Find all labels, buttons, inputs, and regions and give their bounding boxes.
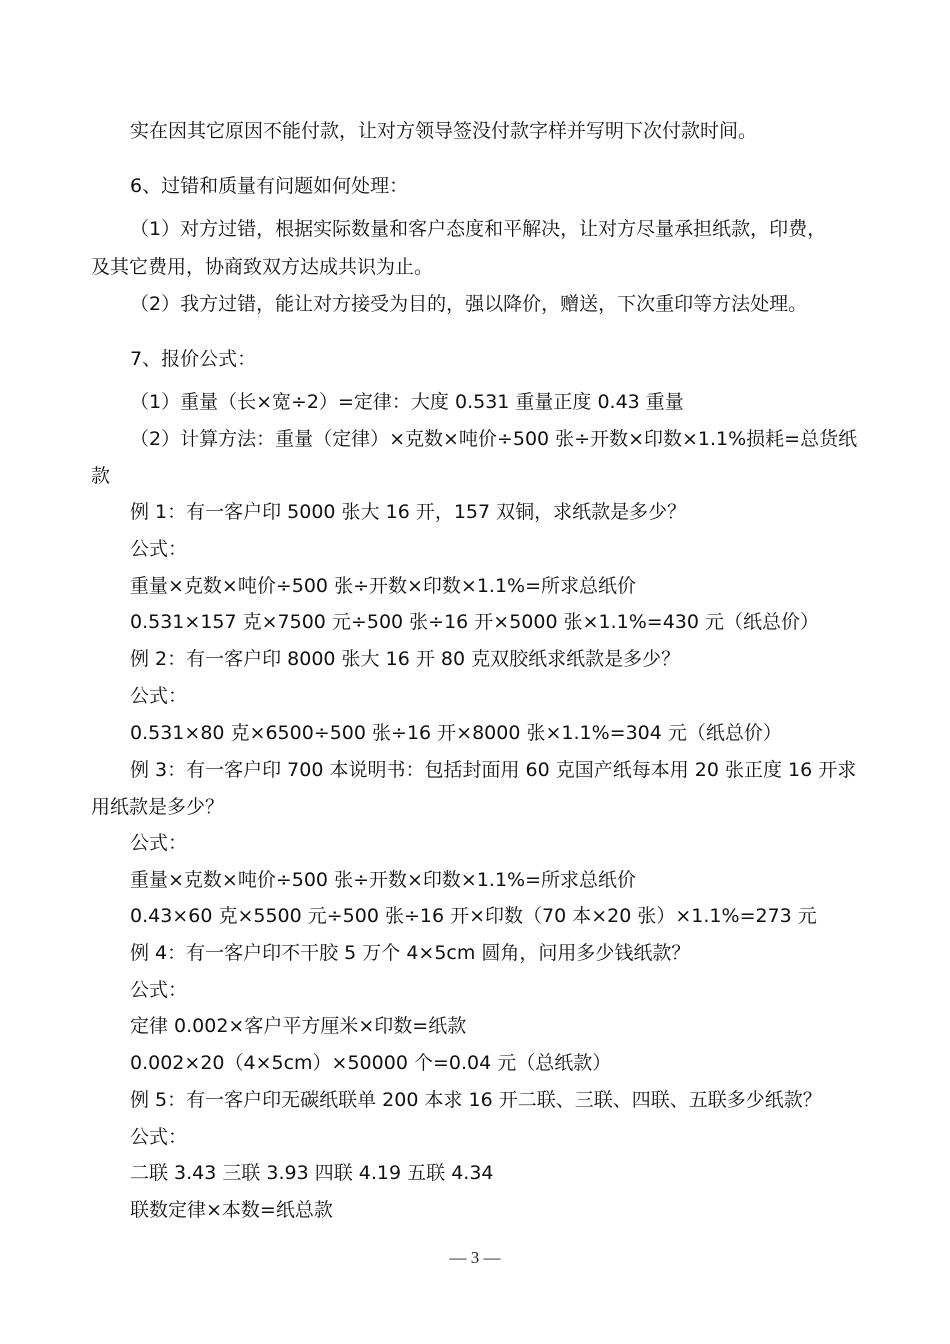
example-line: 例 2：有一客户印 8000 张大 16 开 80 克双胶纸求纸款是多少？ xyxy=(130,648,681,670)
example-line: 例 4：有一客户印不干胶 5 万个 4×5cm 圆角，问用多少钱纸款？ xyxy=(130,942,691,964)
text-line: （1）重量（长×宽÷2）=定律：大度 0.531 重量正度 0.43 重量 xyxy=(130,391,684,413)
text-line: （2）计算方法：重量（定律）×克数×吨价÷500 张÷开数×印数×1.1%损耗=总货纸 xyxy=(130,428,858,450)
formula-line: 二联 3.43 三联 3.93 四联 4.19 五联 4.34 xyxy=(130,1162,494,1184)
formula-label: 公式： xyxy=(130,832,188,854)
formula-line: 定律 0.002×客户平方厘米×印数=纸款 xyxy=(130,1015,467,1037)
formula-line: 重量×克数×吨价÷500 张÷开数×印数×1.1%=所求总纸价 xyxy=(130,869,637,891)
formula-label: 公式： xyxy=(130,685,188,707)
text-line: （1）对方过错，根据实际数量和客户态度和平解决，让对方尽量承担纸款，印费， xyxy=(130,218,827,240)
page-number: — 3 — xyxy=(449,1248,501,1267)
text-line: 用纸款是多少？ xyxy=(91,796,225,818)
section-heading: 6、过错和质量有问题如何处理： xyxy=(130,175,409,197)
formula-line: 0.002×20（4×5cm）×50000 个=0.04 元（总纸款） xyxy=(130,1052,612,1074)
formula-label: 公式： xyxy=(130,538,188,560)
example-line: 例 3：有一客户印 700 本说明书：包括封面用 60 克国产纸每本用 20 张正度 16 开求 xyxy=(130,759,857,781)
text-line: 实在因其它原因不能付款，让对方领导签没付款字样并写明下次付款时间。 xyxy=(130,120,758,142)
example-line: 例 5：有一客户印无碳纸联单 200 本求 16 开二联、三联、四联、五联多少纸款？ xyxy=(130,1089,822,1111)
example-line: 例 1：有一客户印 5000 张大 16 开，157 双铜，求纸款是多少？ xyxy=(130,501,687,523)
formula-label: 公式： xyxy=(130,1126,188,1148)
formula-label: 公式： xyxy=(130,979,188,1001)
section-heading: 7、报价公式： xyxy=(130,348,257,370)
text-line: 款 xyxy=(91,465,111,487)
formula-line: 联数定律×本数=纸总款 xyxy=(130,1199,333,1221)
formula-line: 0.43×60 克×5500 元÷500 张÷16 开×印数（70 本×20 张）×1.1%=273 元 xyxy=(130,905,817,927)
text-line: 及其它费用，协商致双方达成共识为止。 xyxy=(91,256,434,278)
formula-line: 0.531×157 克×7500 元÷500 张÷16 开×5000 张×1.1%=430 元（纸总价） xyxy=(130,611,820,633)
formula-line: 0.531×80 克×6500÷500 张÷16 开×8000 张×1.1%=304 元（纸总价） xyxy=(130,722,782,744)
text-line: （2）我方过错，能让对方接受为目的，强以降价，赠送，下次重印等方法处理。 xyxy=(130,293,808,315)
formula-line: 重量×克数×吨价÷500 张÷开数×印数×1.1%=所求总纸价 xyxy=(130,575,637,597)
